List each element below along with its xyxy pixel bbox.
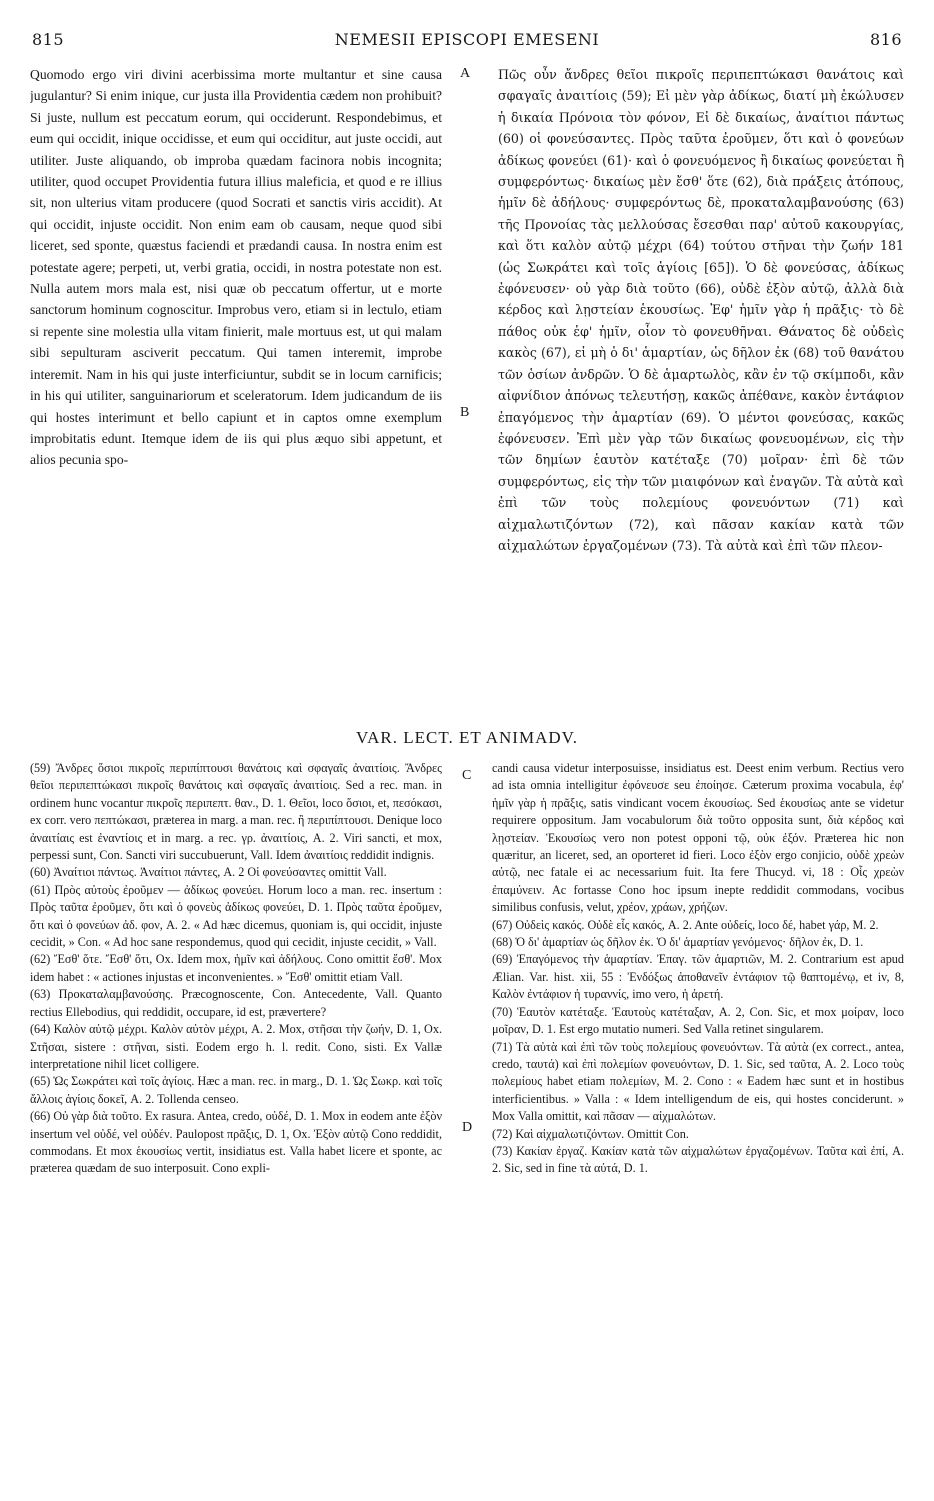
greek-paragraph: Πῶς οὖν ἄνδρες θεῖοι πικροῖς περιπεπτώκασι θανάτοις καὶ σφαγαῖς ἀναιτίοις (59); Εἰ μὲν γὰρ ἀδίκως, διατί μὴ ἐκώλυσεν ἡ δικαία Πρόνοια τὸν φόνον, Εἰ δὲ δικαίως, ἀναίτιοι πάντως (60) οἱ φονεύσαντες. Πρὸς ταῦτα ἐροῦμεν, ὅτι καὶ ὁ φονεύων ἀδίκως φονεύει (61)· καὶ ὁ φονευόμενος ἢ δικαίως φονεύεται ἢ συμφερόντως· δικαίως μὲν ἔσθ' ὅτε (62), διὰ πράξεις ἀτόπους, ἡμῖν δὲ ἀδήλους· συμφερόντως δὲ, προκαταλαμβανούσης (63) τῆς Προνοίας τὰς μελλούσας ἔσεσθαι παρ' αὐτοῦ κακουργίας, καὶ ὅτι καλὸν αὐτῷ μέχρι (64) τούτου στῆναι τὴν ζωήν 181 (ὡς Σωκράτει καὶ τοῖς ἁγίοις [65]). Ὁ δὲ φονεύσας, ἀδίκως ἐφόνευσεν· οὐ γὰρ διὰ τοῦτο (66), οὐδὲ ἐξὸν αὐτῷ, ἀλλὰ διὰ κέρδος καὶ λῃστείαν ἑκουσίως. Ἐφ' ἡμῖν γὰρ ἡ πρᾶξις· τὸ δὲ πάθος οὐκ ἐφ' ἡμῖν, οἷον τὸ φονευθῆναι. Θάνατος δὲ οὐδεὶς κακὸς (67), εἰ μὴ ὁ δι' ἁμαρτίαν, ὡς δῆλον ἐκ (68) τοῦ θανάτου τῶν ὁσίων ἀνδρῶν. Ὁ δὲ ἁμαρτωλὸς, κἂν ἐν τῷ σκίμποδι, κἂν αἰφνίδιον ἀπόνως τελευτήσῃ, κακῶς ἀπέθανε, κακὸν ἐντάφιον ἐπαγόμενος τὴν ἁμαρτίαν (69). Ὁ μέντοι φονεύσας, κακῶς ἐφόνευσεν. Ἐπὶ μὲν γὰρ τῶν δικαίως φονευομένων, εἰς τὴν τῶν δημίων ἑαυτὸν κατέταξε (70) μοῖραν· ἐπὶ δὲ τῶν συμφερόντως, εἰς τὴν τῶν μιαιφόνων καὶ ἐναγῶν. Τὰ αὐτὰ καὶ ἐπὶ τῶν τοὺς πολεμίους φονευόντων (71) καὶ αἰχμαλωτιζόντων (72), καὶ πᾶσαν κακίαν κατὰ τῶν αἰχμαλώτων ἐργαζομένων (73). Τὰ αὐτὰ καὶ ἐπὶ τῶν πλεον-: [498, 67, 904, 553]
page: [30, 30, 904, 1490]
footnote: candi causa videtur interposuisse, insidiatus est. Deest enim verbum. Rectius vero ad ista omnia intelligitur ἐφόνευσε seu ἐποίησε. Cæterum proxima vocabula, ἐφ' ἡμῖν γὰρ ἡ πρᾶξις, satis vindicant vocem ἑκουσίως. Sed ἑκουσίως ante se videtur requirere oppositum. Jam vocabulorum διὰ τοῦτο opposita sunt, διὰ κέρδος καὶ λῃστείαν. Ἑκουσίως vero non potest opponi τῷ, οὐκ ἐξόν. Præterea hic non quæritur, an liceret, sed, an oporteret id fieri. Loco ἐξὸν ergo conjicio, οὐδὲ χρεὼν αὐτῷ, nec fatale ei ac necessarium fuit. Ita fere Thucyd. vi, 18 : Οἷς χρεὼν ἐπαμύνειν. Ac fortasse Cono hoc ipsum inepte reddidit commodans, vocibus similibus confusis, velut, χρέον, χράων, χρήζων.: [492, 761, 904, 915]
margin-letter-a: A: [460, 66, 471, 81]
footnote: (70) Ἑαυτὸν κατέταξε. Ἑαυτοὺς κατέταξαν, A. 2, Con. Sic, et mox μοίραν, loco μοῖραν, D. 1. Est ergo mutatio numeri. Sed Valla retinet singularem.: [492, 1004, 904, 1037]
footnote: (73) Κακίαν ἐργαζ. Κακίαν κατὰ τῶν αἰχμαλώτων ἐργαζομένων. Ταῦτα καὶ ἐπί, A. 2. Sic, sed in fine τὰ αὐτά, D. 1.: [492, 1143, 904, 1176]
footnote: (68) Ὁ δι' ἁμαρτίαν ὡς δῆλον ἐκ. Ὁ δι' ἁμαρτίαν γενόμενος· δῆλον ἐκ, D. 1.: [492, 935, 864, 950]
greek-column: [498, 64, 904, 724]
footnote: (64) Καλὸν αὐτῷ μέχρι. Καλὸν αὐτὸν μέχρι, A. 2. Mox, στῆσαι τὴν ζωήν, D. 1, Ox. Στῆσαι, sistere : στῆναι, sisti. Eodem ergo h. l. redit. Cono, sisti. Ex Vallæ interpretatione nihil licet colligere.: [30, 1022, 442, 1071]
footnote: (71) Τὰ αὐτὰ καὶ ἐπὶ τῶν τοὺς πολεμίους φονευόντων. Τὰ αὐτὰ (ex correct., antea, credo, ταυτά) καὶ ἐπὶ πολεμίων φονευόντων, D. 1. Sic, sed ταῦτα, A. 2. Loco τοὺς πολεμίους habet etiam πολεμίων, M. 2. Cono : « Eadem hæc sunt et in hostibus interficientibus. » Valla : « Idem intelligendum de eis, qui hostes conciderunt. » Mox Valla omittit, καὶ πᾶσαν — αἰχμαλώτων.: [492, 1039, 904, 1124]
latin-column: [30, 64, 442, 724]
margin-letter-c: C: [462, 768, 472, 783]
footnote: (63) Προκαταλαμβανούσης. Præcognoscente, Con. Antecedente, Vall. Quanto rectius Ellebodius, qui reddidit, occupare, id est, prævertere?: [30, 987, 442, 1019]
footnote: (65) Ὡς Σωκράτει καὶ τοῖς ἁγίοις. Hæc a man. rec. in marg., D. 1. Ὡς Σωκρ. καὶ τοῖς ἄλλοις ἁγίοις δοκεῖ, A. 2. Tollenda censeo.: [30, 1074, 442, 1106]
running-head: [30, 30, 904, 52]
footnote: (67) Οὐδεὶς κακός. Οὐδὲ εἷς κακός, A. 2. Ante οὐδείς, loco δέ, habet γάρ, M. 2.: [492, 917, 879, 932]
page-number-right: 816: [869, 30, 902, 49]
footnote: (59) Ἄνδρες ὅσιοι πικροῖς περιπίπτουσι θανάτοις καὶ σφαγαῖς ἀναιτίοις. Ἄνδρες θεῖοι περιπεπτώκασι πικροῖς θανάτοις καὶ σφαγαῖς ἀναιτίοις. Sed a rec. man. in ordinem hunc vocantur πικροῖς περιπεπτ. θαν., D. 1. Θεῖοι, loco ὅσιοι, et, πεσόκασι, ex corr. vero πεπτώκασι, præterea in marg. a man. rec. ἢ περιπίπτουσι. Denique loco ἀναιτίαις est ἐναντίοις et in marg. a rec. γρ. ἀναιτίοις, A. 2. Viri sancti, et mox, perpessi sunt, Con. Sancti viri succubuerunt, Vall. Idem ἀναιτίοις reddidit indignis.: [30, 761, 442, 863]
footnote: (66) Οὐ γὰρ διὰ τοῦτο. Ex rasura. Antea, credo, οὐδέ, D. 1. Mox in eodem ante ἐξὸν insertum vel οὐδέ, vel οὐδέν. Paulopost πρᾶξις, D. 1, Ox. Ἐξὸν αὐτῷ Cono reddidit, commodans. Et mox ἑκουσίως vertit, insidiatus est. Valla habet licere et sponte, ac præterea quædam de suo interposuit. Cono expli-: [30, 1109, 442, 1176]
running-title: NEMESII EPISCOPI EMESENI: [334, 30, 600, 49]
footnote: (60) Ἀναίτιοι πάντως. Ἀναίτιοι πάντες, A. 2 Οἱ φονεύσαντες omittit Vall.: [30, 865, 387, 880]
margin-letter-d: D: [462, 1120, 473, 1135]
page-number-left: 815: [32, 30, 65, 49]
footnote: (69) Ἐπαγόμενος τὴν ἁμαρτίαν. Ἐπαγ. τῶν ἁμαρτιῶν, M. 2. Contrarium est apud Ælian. Var. hist. xii, 55 : Ἐνδόξως ἀποθανεῖν ἐντάφιον τῷ θαπτομένῳ, et iv, 8, Καλὸν ἐντάφιον ἡ τυραννίς, imo vero, ἡ ἀρετή.: [492, 952, 904, 1002]
latin-paragraph: Quomodo ergo viri divini acerbissima morte multantur et sine causa jugulantur? Si enim inique, cur justa illa Providentia cædem non prohibuit? Si juste, nullum est peccatum eorum, qui occiderunt. Respondebimus, et eum qui occidit, inique occidisse, et eum qui occiditur, aut juste occidi, aut utiliter. Juste aliquando, ob improba quædam facinora nobis incognita; utiliter, quod occupet Providentia futura illius maleficia, et quod e re illius sit, non ulterius vitam producere (quod Socrati et sanctis viris accidit). At qui occidit, injuste occidit. Non enim eam ob causam, neque quod sibi liceret, sed sponte, quæstus faciendi et prædandi causa. In nostra enim est potestate agere; perpeti, ut, verbi gratia, occidi, in nostra potestate non est. Nulla autem mors mala est, nisi quæ ob peccatum offertur, ut e morte sanctorum hominum cognoscitur. Improbus vero, etiam si in lectulo, etiam si repente sine molestia ulla vitam finierit, male mortuus est, ut qui malam sibi sepulturam asciverit peccatum. Qui tamen interemit, improbe interemit. Nam in his qui juste interficiuntur, subdit se in locum carnificis; in his qui utiliter, sanguinariorum et sceleratorum. Idem judicandum de iis qui hostes interimunt et bello capiunt et in captos omne exemplum improbitatis edunt. Itemque idem de iis qui plus æquo sibi appetunt, et alios pecunia spo-: [30, 67, 442, 468]
margin-letter-b: B: [460, 405, 470, 420]
notes-left-column: [30, 760, 442, 1490]
notes-right-column: [492, 760, 904, 1490]
footnote: (62) Ἔσθ' ὅτε. Ἔσθ' ὅτι, Ox. Idem mox, ἡμῖν καὶ ἀδήλους. Cono omittit ἔσθ'. Mox idem habet : « actiones injustas et inconvenientes. » Ἔσθ' omittit etiam Vall.: [30, 952, 442, 984]
footnote: (72) Καὶ αἰχμαλωτιζόντων. Omittit Con.: [492, 1126, 689, 1141]
section-title: VAR. LECT. ET ANIMADV.: [356, 728, 578, 747]
footnote: (61) Πρὸς αὐτοὺς ἐροῦμεν — ἀδίκως φονεύει. Horum loco a man. rec. insertum : Πρὸς ταῦτα ἐροῦμεν, ὅτι καὶ ὁ φονεὺς ἀδίκως φονεύει, D. 1. Πρὸς ταῦτα ἐροῦμεν, ὅτι καὶ ὁ φονεύων ἀδ. φον, A. 2. « Ad hæc dicemus, quoniam is, qui occidit, injuste cecidit, » Con. « Ad hoc sane respondemus, quod qui cecidit, injuste cecidit, » Vall.: [30, 882, 442, 950]
